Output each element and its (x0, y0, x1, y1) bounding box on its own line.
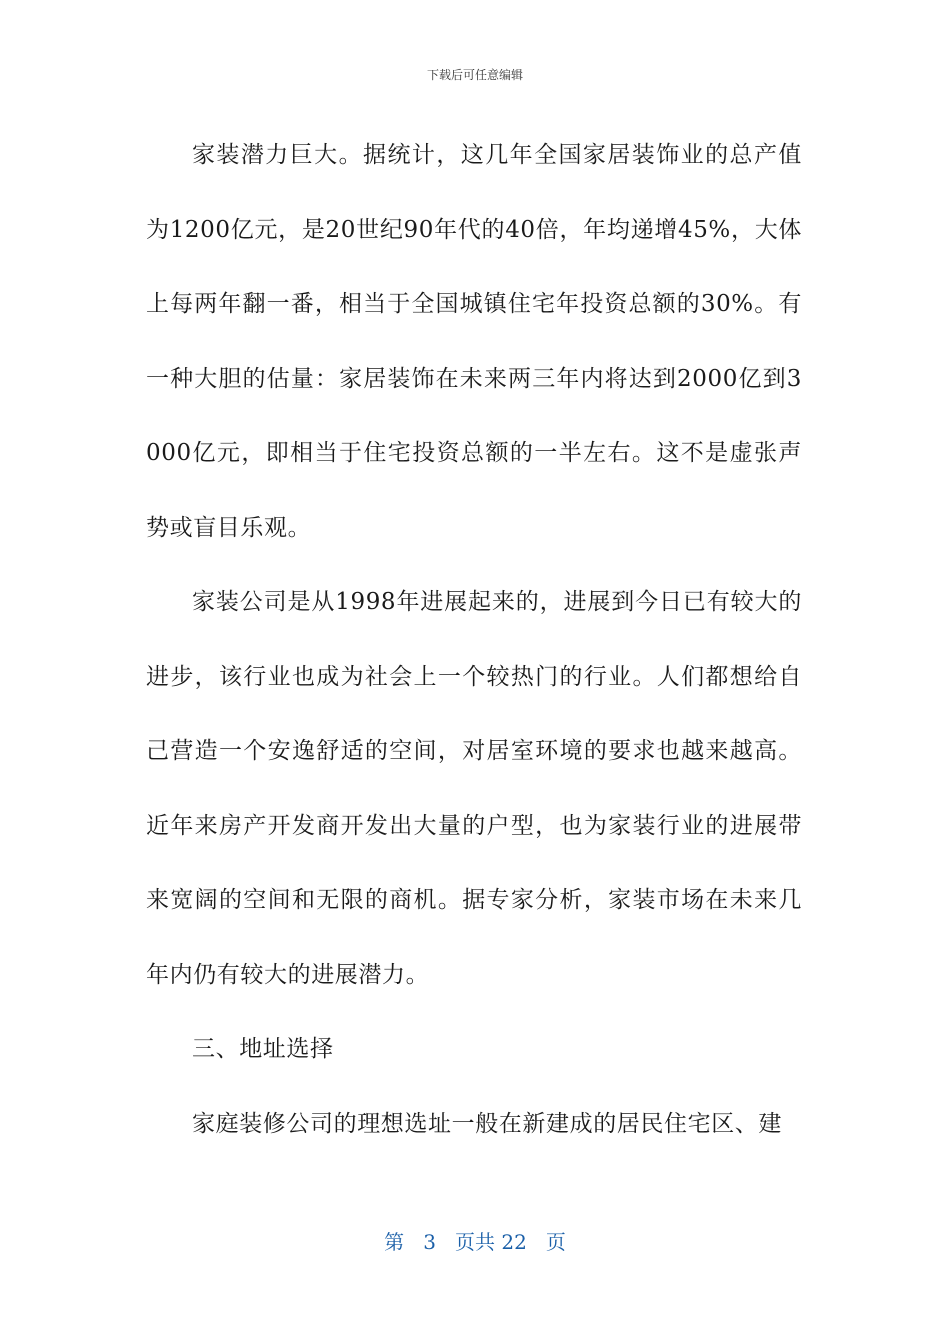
current-page-number: 3 (423, 1230, 436, 1254)
page-label-prefix: 第 (384, 1230, 405, 1254)
page-footer (0, 1226, 950, 1255)
page-label-suffix: 页 (545, 1230, 566, 1254)
document-body (146, 118, 802, 1161)
paragraph-market-potential: 家装潜力巨大。据统计，这几年全国家居装饰业的总产值为1200亿元，是20世纪90年代的40倍，年均递增45%，大体上每两年翻一番，相当于全国城镇住宅年投资总额的30%。有一种大胆的估量：家居装饰在未来两三年内将达到2000亿到3000亿元，即相当于住宅投资总额的一半左右。这不是虚张声势或盲目乐观。 (146, 142, 802, 541)
page-label-mid: 页共 (455, 1230, 495, 1254)
total-pages-number: 22 (501, 1230, 527, 1254)
paragraph-location-selection: 家庭装修公司的理想选址一般在新建成的居民住宅区、建 (192, 1110, 782, 1137)
paragraph-industry-development: 家装公司是从1998年进展起来的，进展到今日已有较大的进步，该行业也成为社会上一个较热门的行业。人们都想给自己营造一个安逸舒适的空间，对居室环境的要求也越来越高。近年来房产开发商开发出大量的户型，也为家装行业的进展带来宽阔的空间和无限的商机。据专家分析，家装市场在未来几年内仍有较大的进展潜力。 (146, 589, 802, 988)
section-heading-location: 三、地址选择 (192, 1036, 334, 1062)
header-note: 下载后可任意编辑 (426, 68, 523, 82)
